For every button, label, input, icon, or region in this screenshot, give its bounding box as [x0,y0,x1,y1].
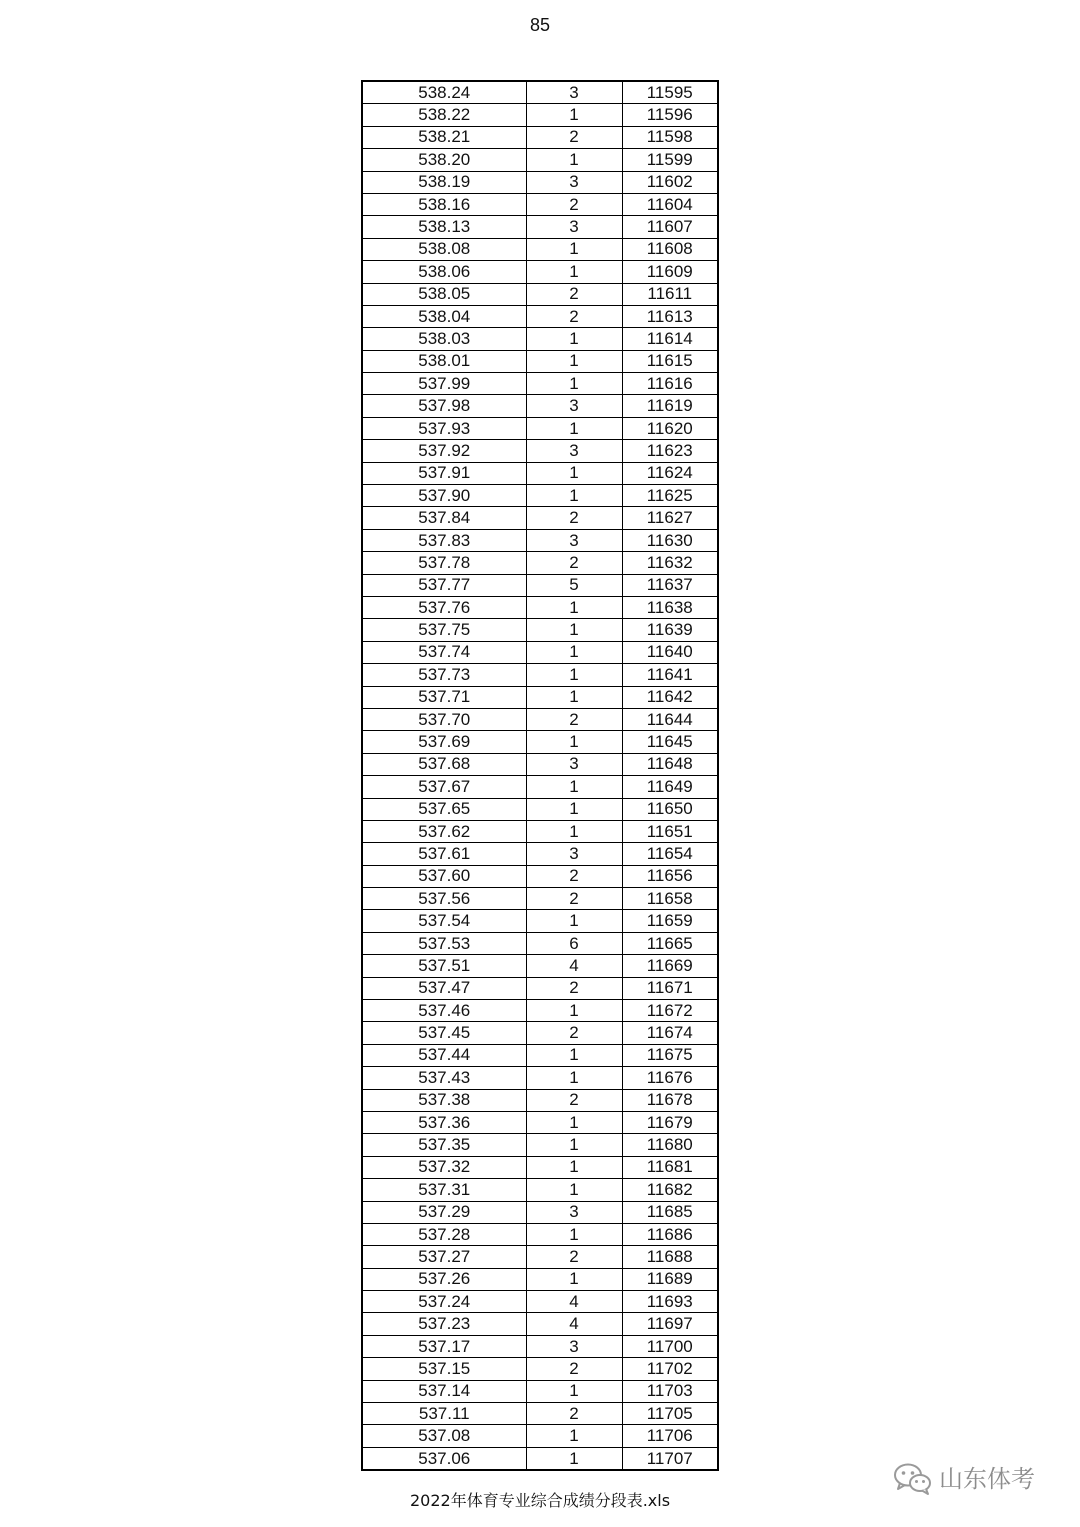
score-cell: 537.76 [362,596,526,618]
score-cell: 537.14 [362,1380,526,1402]
score-cell: 538.05 [362,283,526,305]
table-row [362,820,718,842]
table-row [362,1000,718,1022]
score-cell: 538.08 [362,238,526,260]
count-cell: 1 [526,328,622,350]
count-cell: 1 [526,1134,622,1156]
count-cell: 3 [526,753,622,775]
score-cell: 537.74 [362,641,526,663]
count-cell: 1 [526,261,622,283]
count-cell: 1 [526,350,622,372]
score-cell: 537.15 [362,1358,526,1380]
cumulative-cell: 11682 [622,1179,718,1201]
count-cell: 4 [526,1291,622,1313]
count-cell: 2 [526,1022,622,1044]
cumulative-cell: 11674 [622,1022,718,1044]
table-row [362,843,718,865]
score-distribution-table [361,80,719,1471]
score-cell: 538.04 [362,305,526,327]
cumulative-cell: 11616 [622,373,718,395]
score-cell: 537.69 [362,731,526,753]
score-cell: 537.99 [362,373,526,395]
table-row [362,641,718,663]
table-row [362,395,718,417]
score-cell: 537.45 [362,1022,526,1044]
score-cell: 537.26 [362,1268,526,1290]
cumulative-cell: 11656 [622,865,718,887]
table-row [362,1403,718,1425]
count-cell: 2 [526,507,622,529]
count-cell: 3 [526,1201,622,1223]
table-row [362,1111,718,1133]
cumulative-cell: 11608 [622,238,718,260]
cumulative-cell: 11642 [622,686,718,708]
table-row [362,888,718,910]
cumulative-cell: 11645 [622,731,718,753]
score-cell: 537.31 [362,1179,526,1201]
cumulative-cell: 11596 [622,104,718,126]
cumulative-cell: 11609 [622,261,718,283]
cumulative-cell: 11620 [622,417,718,439]
table-row [362,1089,718,1111]
table-row [362,1447,718,1470]
count-cell: 2 [526,865,622,887]
count-cell: 1 [526,1067,622,1089]
table-row [362,104,718,126]
score-cell: 537.93 [362,417,526,439]
table-row [362,664,718,686]
score-cell: 537.62 [362,820,526,842]
table-row [362,261,718,283]
score-cell: 537.11 [362,1403,526,1425]
score-cell: 537.61 [362,843,526,865]
score-cell: 537.67 [362,776,526,798]
count-cell: 3 [526,1335,622,1357]
cumulative-cell: 11623 [622,440,718,462]
count-cell: 2 [526,977,622,999]
count-cell: 1 [526,619,622,641]
cumulative-cell: 11681 [622,1156,718,1178]
score-cell: 538.16 [362,193,526,215]
count-cell: 1 [526,776,622,798]
count-cell: 2 [526,193,622,215]
score-cell: 537.83 [362,529,526,551]
cumulative-cell: 11648 [622,753,718,775]
score-cell: 537.53 [362,932,526,954]
count-cell: 6 [526,932,622,954]
score-cell: 538.03 [362,328,526,350]
cumulative-cell: 11665 [622,932,718,954]
score-cell: 537.90 [362,485,526,507]
count-cell: 1 [526,149,622,171]
score-cell: 537.51 [362,955,526,977]
count-cell: 1 [526,596,622,618]
table-row [362,619,718,641]
footer-filename: 2022年体育专业综合成绩分段表.xls [409,1491,671,1510]
cumulative-cell: 11627 [622,507,718,529]
score-cell: 537.60 [362,865,526,887]
table-row [362,126,718,148]
score-cell: 537.75 [362,619,526,641]
count-cell: 1 [526,664,622,686]
score-cell: 537.46 [362,1000,526,1022]
score-cell: 537.24 [362,1291,526,1313]
cumulative-cell: 11640 [622,641,718,663]
table-row [362,305,718,327]
table-row [362,507,718,529]
score-cell: 537.08 [362,1425,526,1447]
score-cell: 537.44 [362,1044,526,1066]
count-cell: 3 [526,529,622,551]
cumulative-cell: 11613 [622,305,718,327]
table-row [362,955,718,977]
cumulative-cell: 11639 [622,619,718,641]
cumulative-cell: 11693 [622,1291,718,1313]
score-cell: 538.19 [362,171,526,193]
count-cell: 1 [526,1179,622,1201]
score-cell: 537.06 [362,1447,526,1470]
table-row [362,149,718,171]
score-cell: 537.27 [362,1246,526,1268]
cumulative-cell: 11689 [622,1268,718,1290]
count-cell: 2 [526,1246,622,1268]
score-cell: 537.98 [362,395,526,417]
cumulative-cell: 11632 [622,552,718,574]
table-row [362,485,718,507]
cumulative-cell: 11599 [622,149,718,171]
table-row [362,1179,718,1201]
table-row [362,865,718,887]
cumulative-cell: 11624 [622,462,718,484]
score-cell: 537.56 [362,888,526,910]
cumulative-cell: 11671 [622,977,718,999]
table-row [362,1380,718,1402]
page-number: 85 [529,15,551,35]
count-cell: 1 [526,238,622,260]
score-cell: 537.54 [362,910,526,932]
score-cell: 538.21 [362,126,526,148]
count-cell: 5 [526,574,622,596]
cumulative-cell: 11607 [622,216,718,238]
count-cell: 1 [526,1223,622,1245]
table-row [362,462,718,484]
watermark-text: 山东体考 [939,1465,1035,1493]
count-cell: 3 [526,843,622,865]
count-cell: 1 [526,1000,622,1022]
table-row [362,440,718,462]
score-cell: 537.17 [362,1335,526,1357]
count-cell: 3 [526,395,622,417]
cumulative-cell: 11688 [622,1246,718,1268]
table-row [362,417,718,439]
count-cell: 1 [526,1380,622,1402]
table-row [362,1156,718,1178]
table-row [362,753,718,775]
count-cell: 1 [526,798,622,820]
count-cell: 2 [526,1403,622,1425]
cumulative-cell: 11611 [622,283,718,305]
count-cell: 3 [526,216,622,238]
count-cell: 1 [526,641,622,663]
table-row [362,1044,718,1066]
table-row [362,193,718,215]
table-row [362,283,718,305]
table-row [362,1425,718,1447]
table-body [362,81,718,1470]
cumulative-cell: 11700 [622,1335,718,1357]
table-row [362,932,718,954]
score-cell: 537.43 [362,1067,526,1089]
table-row [362,1358,718,1380]
table-row [362,708,718,730]
cumulative-cell: 11679 [622,1111,718,1133]
count-cell: 4 [526,1313,622,1335]
cumulative-cell: 11654 [622,843,718,865]
count-cell: 2 [526,888,622,910]
table-row [362,238,718,260]
count-cell: 3 [526,171,622,193]
score-cell: 537.23 [362,1313,526,1335]
cumulative-cell: 11651 [622,820,718,842]
count-cell: 1 [526,1111,622,1133]
table-row [362,1313,718,1335]
count-cell: 1 [526,485,622,507]
count-cell: 1 [526,462,622,484]
count-cell: 2 [526,305,622,327]
score-cell: 537.32 [362,1156,526,1178]
table-row [362,1201,718,1223]
cumulative-cell: 11676 [622,1067,718,1089]
score-cell: 537.78 [362,552,526,574]
score-cell: 537.71 [362,686,526,708]
table-row [362,1067,718,1089]
cumulative-cell: 11680 [622,1134,718,1156]
count-cell: 1 [526,1044,622,1066]
table-row [362,552,718,574]
score-cell: 537.77 [362,574,526,596]
cumulative-cell: 11644 [622,708,718,730]
table-row [362,373,718,395]
cumulative-cell: 11685 [622,1201,718,1223]
table-row [362,1335,718,1357]
cumulative-cell: 11625 [622,485,718,507]
score-cell: 537.47 [362,977,526,999]
cumulative-cell: 11707 [622,1447,718,1470]
count-cell: 2 [526,1358,622,1380]
count-cell: 2 [526,552,622,574]
table-row [362,328,718,350]
count-cell: 1 [526,820,622,842]
cumulative-cell: 11658 [622,888,718,910]
score-cell: 538.24 [362,81,526,104]
table-row [362,574,718,596]
score-cell: 537.65 [362,798,526,820]
table-row [362,977,718,999]
count-cell: 4 [526,955,622,977]
score-cell: 537.73 [362,664,526,686]
cumulative-cell: 11604 [622,193,718,215]
count-cell: 3 [526,81,622,104]
count-cell: 1 [526,1447,622,1470]
cumulative-cell: 11659 [622,910,718,932]
table-row [362,1268,718,1290]
count-cell: 1 [526,417,622,439]
score-cell: 538.22 [362,104,526,126]
cumulative-cell: 11614 [622,328,718,350]
cumulative-cell: 11602 [622,171,718,193]
count-cell: 1 [526,1156,622,1178]
table-row [362,686,718,708]
cumulative-cell: 11702 [622,1358,718,1380]
cumulative-cell: 11678 [622,1089,718,1111]
cumulative-cell: 11637 [622,574,718,596]
cumulative-cell: 11675 [622,1044,718,1066]
table-row [362,529,718,551]
count-cell: 1 [526,1425,622,1447]
table-row [362,596,718,618]
count-cell: 1 [526,731,622,753]
cumulative-cell: 11649 [622,776,718,798]
score-cell: 537.38 [362,1089,526,1111]
score-cell: 538.01 [362,350,526,372]
count-cell: 1 [526,686,622,708]
cumulative-cell: 11650 [622,798,718,820]
cumulative-cell: 11630 [622,529,718,551]
score-cell: 537.68 [362,753,526,775]
score-cell: 537.84 [362,507,526,529]
cumulative-cell: 11598 [622,126,718,148]
count-cell: 2 [526,708,622,730]
score-cell: 537.36 [362,1111,526,1133]
table-row [362,1291,718,1313]
score-cell: 538.13 [362,216,526,238]
score-cell: 537.35 [362,1134,526,1156]
table-row [362,81,718,104]
table-row [362,798,718,820]
table-row [362,731,718,753]
table-row [362,171,718,193]
table-row [362,350,718,372]
cumulative-cell: 11615 [622,350,718,372]
score-cell: 537.91 [362,462,526,484]
score-cell: 538.06 [362,261,526,283]
score-cell: 538.20 [362,149,526,171]
cumulative-cell: 11641 [622,664,718,686]
count-cell: 3 [526,440,622,462]
count-cell: 1 [526,104,622,126]
table-row [362,216,718,238]
score-cell: 537.92 [362,440,526,462]
table-row [362,1246,718,1268]
cumulative-cell: 11595 [622,81,718,104]
cumulative-cell: 11703 [622,1380,718,1402]
cumulative-cell: 11705 [622,1403,718,1425]
count-cell: 2 [526,126,622,148]
table-row [362,1134,718,1156]
count-cell: 1 [526,373,622,395]
cumulative-cell: 11638 [622,596,718,618]
count-cell: 2 [526,1089,622,1111]
cumulative-cell: 11669 [622,955,718,977]
cumulative-cell: 11706 [622,1425,718,1447]
table-row [362,910,718,932]
count-cell: 2 [526,283,622,305]
table-row [362,776,718,798]
cumulative-cell: 11672 [622,1000,718,1022]
table-row [362,1022,718,1044]
count-cell: 1 [526,910,622,932]
cumulative-cell: 11619 [622,395,718,417]
score-cell: 537.28 [362,1223,526,1245]
table-row [362,1223,718,1245]
cumulative-cell: 11686 [622,1223,718,1245]
score-cell: 537.70 [362,708,526,730]
score-cell: 537.29 [362,1201,526,1223]
cumulative-cell: 11697 [622,1313,718,1335]
count-cell: 1 [526,1268,622,1290]
